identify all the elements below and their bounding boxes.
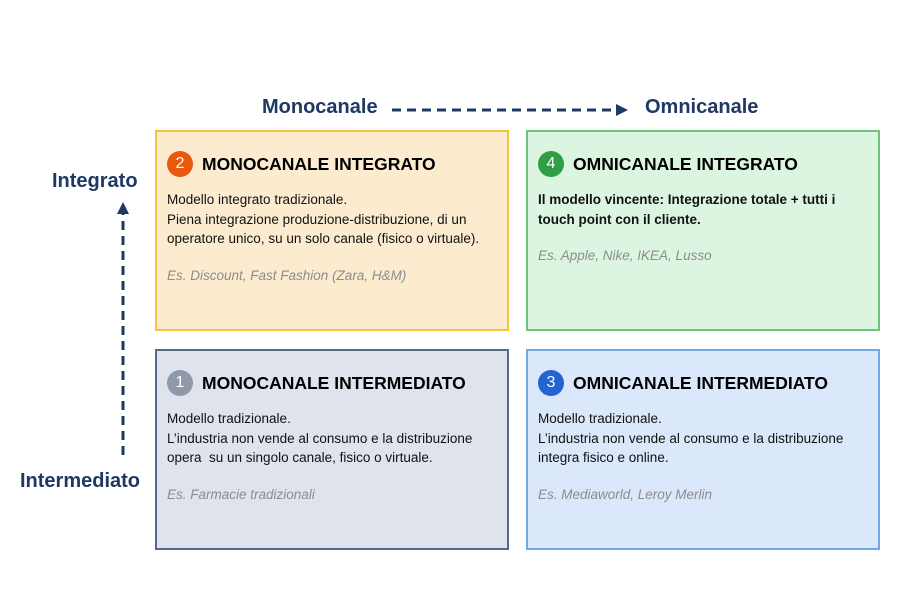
horizontal-arrow-head xyxy=(616,104,628,116)
quadrant-title: OMNICANALE INTEGRATO xyxy=(573,153,798,174)
quadrant-omnicanale-intermediato xyxy=(526,349,880,550)
quadrant-header xyxy=(538,150,864,178)
description-line: L’industria non vende al consumo e la distribuzione opera su un singolo canale, fisico o virtuale. xyxy=(167,430,477,465)
quadrant-monocanale-intermediato xyxy=(155,349,509,550)
quadrant-monocanale-integrato xyxy=(155,130,509,331)
quadrant-example: Es. Apple, Nike, IKEA, Lusso xyxy=(538,248,712,263)
quadrant-title: MONOCANALE INTEGRATO xyxy=(202,153,436,174)
description-line: L’industria non vende al consumo e la distribuzione integra fisico e online. xyxy=(538,430,848,465)
quadrant-title: MONOCANALE INTERMEDIATO xyxy=(202,372,466,393)
quadrant-description xyxy=(538,409,864,468)
quadrant-number-badge: 4 xyxy=(538,151,564,177)
quadrant-description xyxy=(167,190,493,249)
axis-label-integrato: Integrato xyxy=(52,170,138,192)
quadrant-number-badge: 1 xyxy=(167,370,193,396)
quadrant-header xyxy=(167,369,493,397)
axis-label-monocanale: Monocanale xyxy=(262,96,378,118)
description-line: Piena integrazione produzione-distribuzione, di un operatore unico, su un solo canale (fisico o virtuale). xyxy=(167,211,480,246)
description-line: Modello integrato tradizionale. xyxy=(167,192,348,207)
quadrant-title: OMNICANALE INTERMEDIATO xyxy=(573,372,829,393)
quadrant-number-badge: 3 xyxy=(538,370,564,396)
description-line: Modello tradizionale. xyxy=(538,411,662,426)
quadrant-description xyxy=(167,409,493,468)
description-line: Il modello vincente: Integrazione totale + tutti i touch point con il cliente. xyxy=(538,192,840,227)
axis-label-omnicanale: Omnicanale xyxy=(645,96,759,118)
quadrant-header xyxy=(167,150,493,178)
quadrant-number-badge: 2 xyxy=(167,151,193,177)
axis-label-intermediato: Intermediato xyxy=(20,470,141,492)
vertical-arrow-head xyxy=(117,202,129,214)
description-line: Modello tradizionale. xyxy=(167,411,291,426)
quadrant-description xyxy=(538,190,864,229)
quadrant-example: Es. Farmacie tradizionali xyxy=(167,486,315,502)
quadrant-example: Es. Mediaworld, Leroy Merlin xyxy=(538,486,713,502)
quadrant-omnicanale-integrato xyxy=(526,130,880,331)
quadrant-example: Es. Discount, Fast Fashion (Zara, H&M) xyxy=(167,267,407,283)
quadrant-header xyxy=(538,369,864,397)
